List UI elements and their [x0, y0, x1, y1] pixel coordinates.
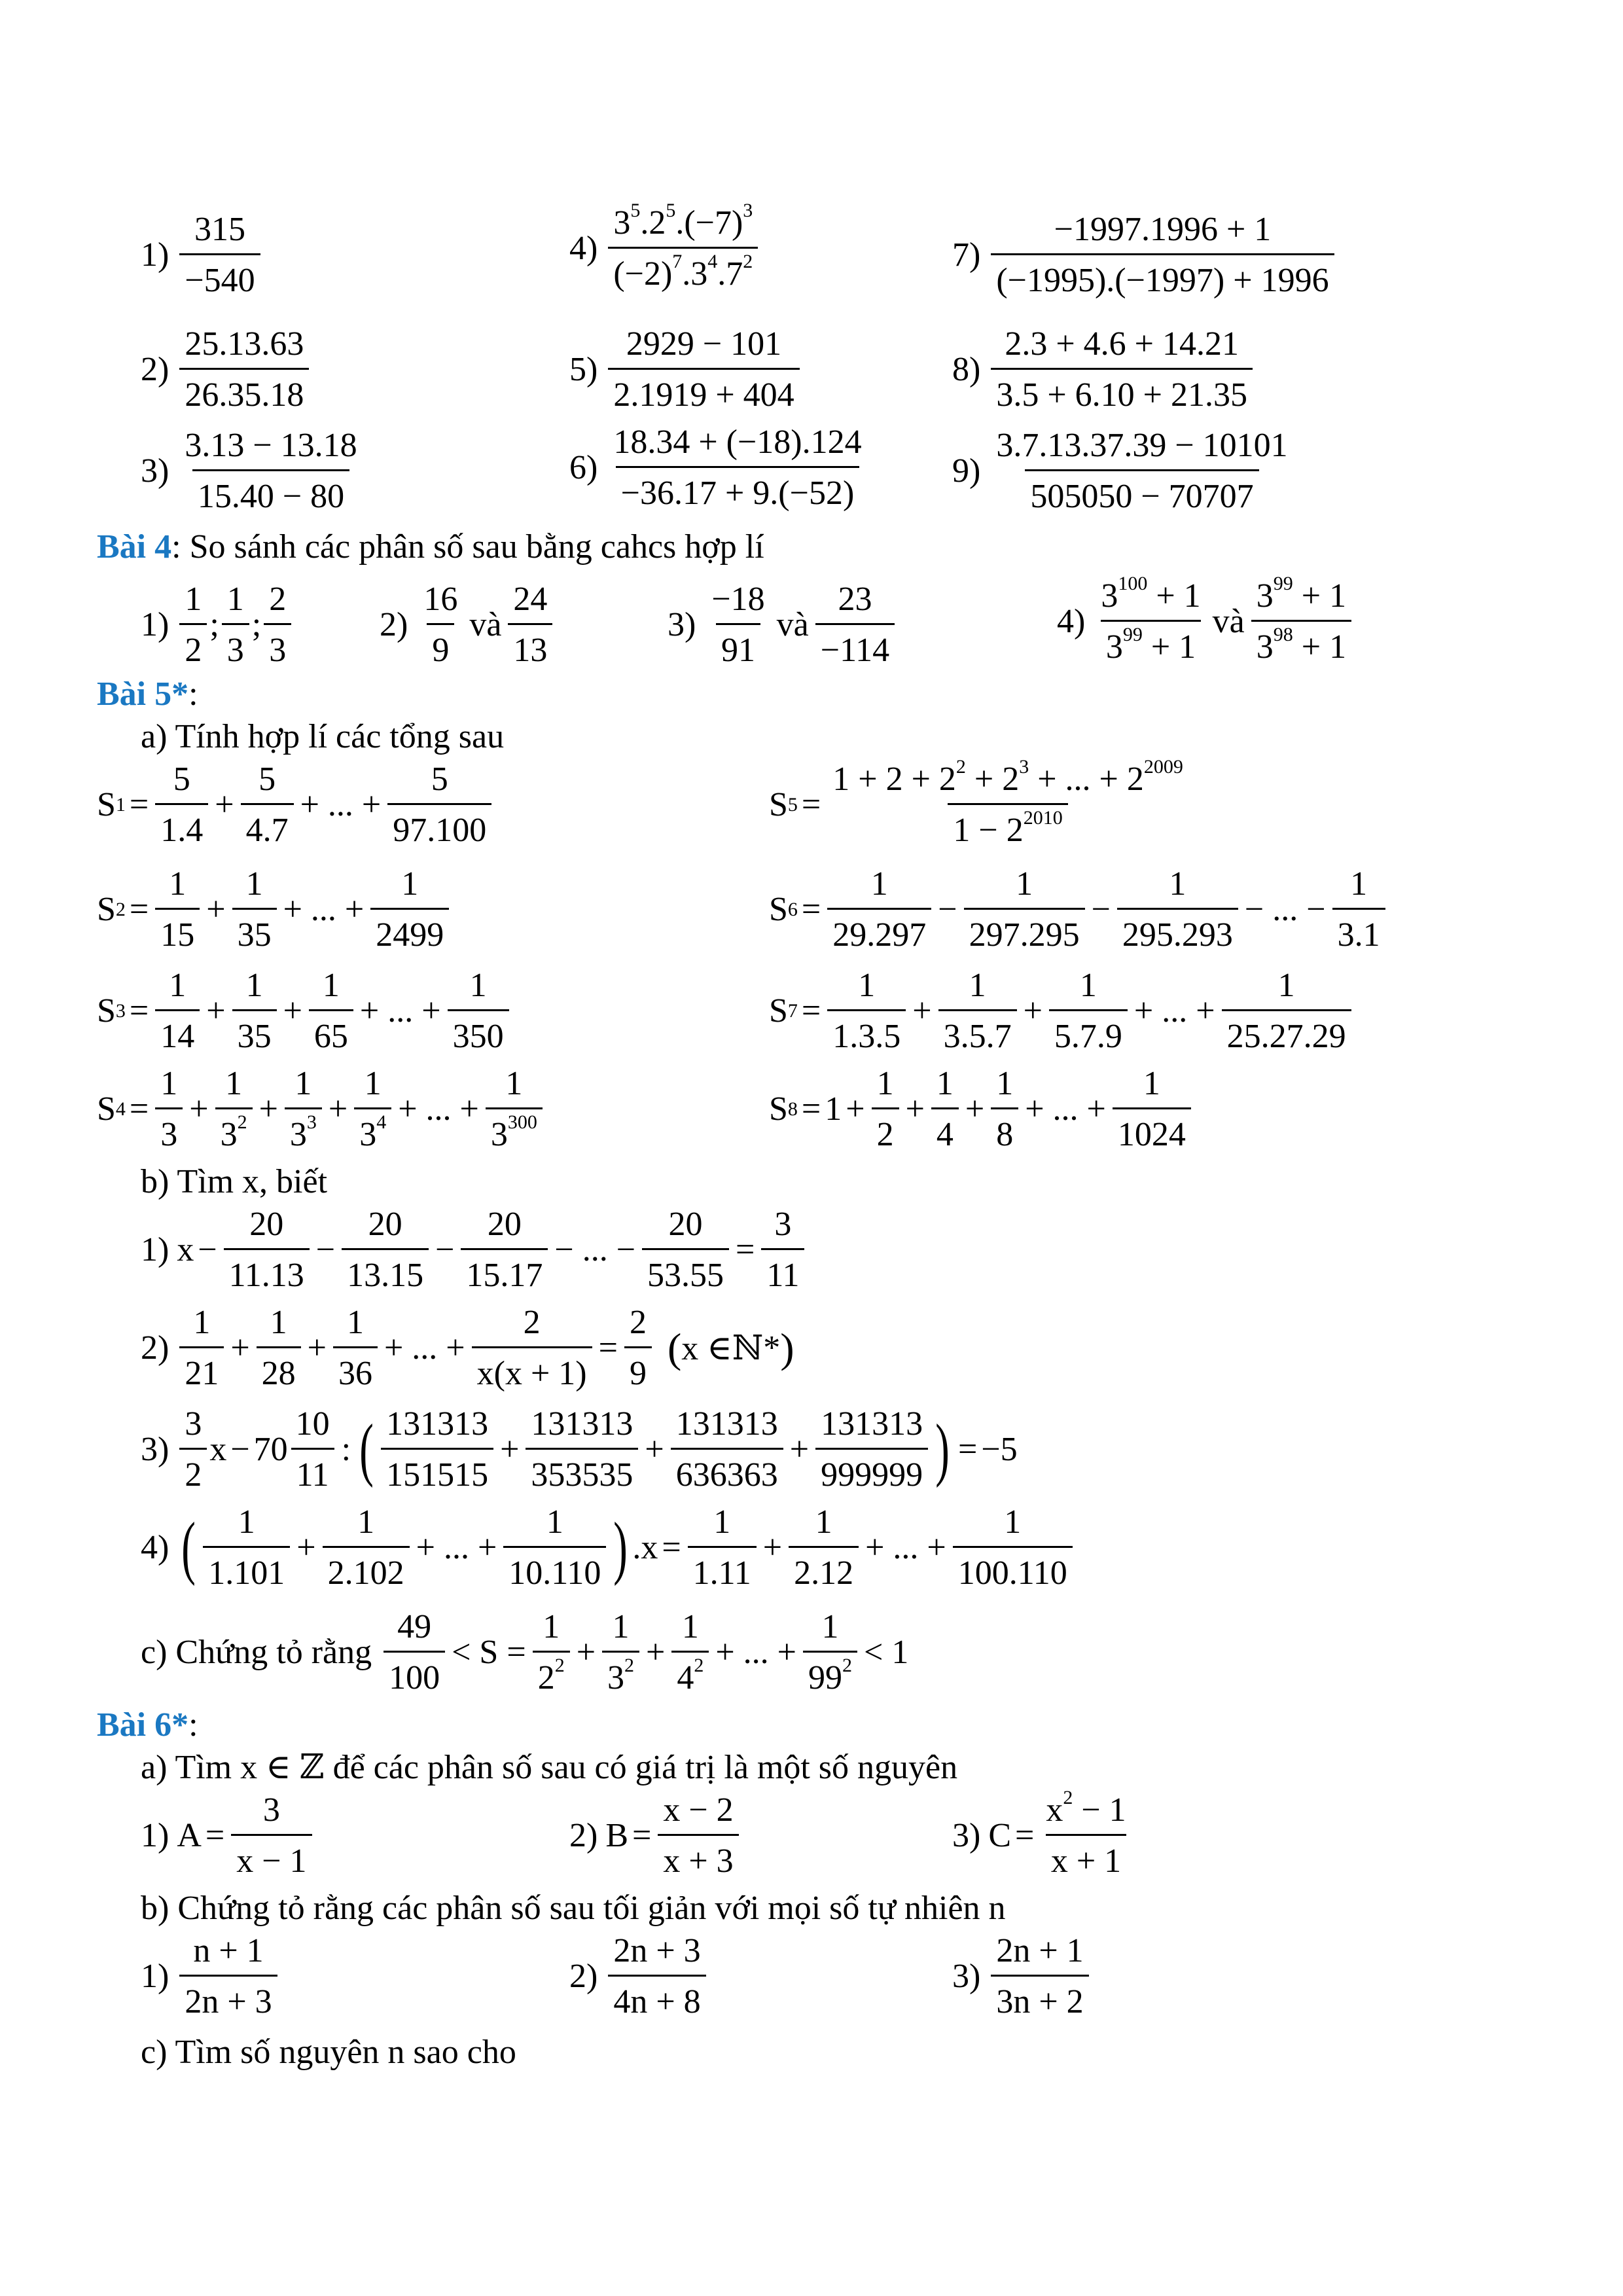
- fraction: [991, 209, 1334, 301]
- denominator: 26.35.18: [179, 368, 309, 415]
- bai4-q1: 1) $\frac{1}{2}$ ; $\frac{1}{3}$ ; $\frac{2}{3}$: [141, 579, 294, 671]
- sum-s6: S 6 = $\frac{1}{29.297}$ − $\frac{1}{297.295}$ − $\frac{1}{295.293}$ − ... − $\frac{1}{3.1}$: [769, 864, 1388, 956]
- bai3-item-8: [952, 324, 1255, 416]
- bai3-item-4: [569, 200, 760, 295]
- bai3-item-3: [141, 425, 365, 517]
- bai6-b-2: 2) $\frac{2n + 3}{4n + 8}$: [569, 1931, 709, 2022]
- bai5-part-c: c) Chứng tỏ rằng $\frac{49}{100}$ < S = $\frac{1}{2^2}$ + $\frac{1}{3^2}$ + $\frac{1}{4^2}$ + ... + $\frac{1}{99^2}$ < 1: [141, 1607, 912, 1698]
- numerator: 315: [194, 211, 245, 248]
- exercise-title: Bài 4: [97, 528, 172, 565]
- denominator: $(-2)^7.3^4.7^2$: [608, 247, 758, 294]
- sum-s1: S 1 = $\frac{5}{1.4}$ + $\frac{5}{4.7}$ + ... + $\frac{5}{97.100}$: [97, 759, 494, 851]
- sum-s5: S 5 = $\frac{1 + 2 + 2^2 + 2^3 + ... + 2^{2009}}{1 - 2^{2010}}$: [769, 759, 1191, 851]
- bai6-b-3: 3) $\frac{2n + 1}{3n + 2}$: [952, 1931, 1092, 2022]
- fraction: $\frac{1}{2}$: [179, 579, 207, 671]
- fraction: $\frac{1}{3}$: [222, 579, 249, 671]
- fraction: $\frac{16}{9}$: [418, 579, 463, 671]
- bai3-item-2: [141, 324, 312, 416]
- bai5-heading: Bài 5*:: [97, 675, 198, 713]
- fraction: $\frac{23}{-114}$: [815, 579, 895, 671]
- find-x-2: 2) $\frac{1}{21}$ + $\frac{1}{28}$ + $\frac{1}{36}$ + ... + $\frac{2}{x(x + 1)}$ = $\frac{2}{9}$ ( x ∈ ℕ * ): [141, 1302, 794, 1394]
- fraction: $\frac{24}{13}$: [508, 579, 552, 671]
- item-label: 3): [668, 606, 696, 644]
- bai6-a-2: 2) B = $\frac{x - 2}{x + 3}$: [569, 1790, 741, 1882]
- bai4-heading: [97, 530, 764, 564]
- bai4-q2: 2) $\frac{16}{9}$ và $\frac{24}{13}$: [380, 579, 555, 671]
- bai3-item-1: [141, 209, 263, 301]
- fraction: $\frac{3^{100} + 1}{3^{99} + 1}$: [1096, 576, 1205, 668]
- fraction: [608, 324, 799, 416]
- numerator: −1997.1996 + 1: [1054, 211, 1272, 248]
- numerator: $3^5.2^5.(-7)^3$: [613, 200, 753, 242]
- find-x-1: 1) x − $\frac{20}{11.13}$ − $\frac{20}{13.15}$ − $\frac{20}{15.17}$ − ... − $\frac{20}{53.55}$ = $\frac{3}{11}$: [141, 1204, 807, 1296]
- denominator: 15.40 − 80: [192, 469, 349, 516]
- find-x-4: 4) ( $\frac{1}{1.101}$ + $\frac{1}{2.102}$ + ... + $\frac{1}{10.110}$ ) .x = $\frac{1}{1.11}$ + $\frac{1}{2.12}$ + ... + $\frac{1}{100.110}$: [141, 1502, 1075, 1594]
- find-x-3: 3) $\frac{3}{2}$ x − 70 $\frac{10}{11}$ : ( $\frac{131313}{151515}$ + $\frac{131313}{353535}$ + $\frac{131313}{636363}$ + $\frac{131313}{999999}$ ) = −5: [141, 1404, 1018, 1496]
- bai6-a-1: 1) A = $\frac{3}{x - 1}$: [141, 1790, 315, 1882]
- item-label: 3): [141, 452, 169, 490]
- numerator: 3.7.13.37.39 − 10101: [996, 427, 1288, 464]
- fraction: $\frac{3^{99} + 1}{3^{98} + 1}$: [1251, 576, 1351, 668]
- denominator: (−1995).(−1997) + 1996: [991, 253, 1334, 300]
- exercise-title: Bài 6*: [97, 1706, 189, 1744]
- item-label: 2): [380, 606, 408, 644]
- bai6-b-1: 1) $\frac{n + 1}{2n + 3}$: [141, 1931, 280, 2022]
- bai4-q4: 4) $\frac{3^{100} + 1}{3^{99} + 1}$ và $\frac{3^{99} + 1}{3^{98} + 1}$: [1057, 576, 1354, 668]
- item-label: 7): [952, 236, 981, 274]
- fraction: $\frac{-18}{91}$: [706, 579, 770, 671]
- bai6-heading: Bài 6*:: [97, 1706, 198, 1744]
- item-label: 2): [141, 351, 169, 389]
- item-label: 6): [569, 449, 598, 487]
- bai6-part-a: a) Tìm x ∈ ℤ để các phân số sau có giá trị là một số nguyên: [141, 1749, 958, 1786]
- item-label: 5): [569, 351, 598, 389]
- bai3-item-9: [952, 425, 1296, 517]
- item-label: 1): [141, 606, 169, 644]
- item-label: 8): [952, 351, 981, 389]
- denominator: −540: [179, 253, 260, 300]
- sum-s8: S 8 = 1 + $\frac{1}{2}$ + $\frac{1}{4}$ + $\frac{1}{8}$ + ... + $\frac{1}{1024}$: [769, 1064, 1194, 1155]
- fraction: [179, 324, 309, 416]
- bai6-part-b: b) Chứng tỏ rằng các phân số sau tối giản với mọi số tự nhiên n: [141, 1890, 1006, 1927]
- fraction: [991, 425, 1293, 517]
- sum-s2: S 2 = $\frac{1}{15}$ + $\frac{1}{35}$ + ... + $\frac{1}{2499}$: [97, 864, 452, 956]
- fraction: [179, 209, 260, 301]
- bai6-a-3: 3) C = $\frac{x^2 - 1}{x + 1}$: [952, 1790, 1134, 1882]
- numerator: 25.13.63: [185, 325, 304, 363]
- bai4-q3: 3) $\frac{-18}{91}$ và $\frac{23}{-114}$: [668, 579, 897, 671]
- sum-s3: S 3 = $\frac{1}{14}$ + $\frac{1}{35}$ + $\frac{1}{65}$ + ... + $\frac{1}{350}$: [97, 965, 512, 1057]
- denominator: 505050 − 70707: [1025, 469, 1258, 516]
- bai3-item-7: [952, 209, 1337, 301]
- numerator: 2.3 + 4.6 + 14.21: [1005, 325, 1239, 363]
- fraction: $\frac{2}{3}$: [264, 579, 291, 671]
- fraction: [608, 422, 866, 514]
- fraction: [608, 200, 758, 295]
- item-label: 9): [952, 452, 981, 490]
- numerator: 2929 − 101: [626, 325, 782, 363]
- denominator: 3.5 + 6.10 + 21.35: [991, 368, 1253, 415]
- denominator: 2.1919 + 404: [608, 368, 799, 415]
- bai5-part-a: a) Tính hợp lí các tổng sau: [141, 718, 505, 755]
- sum-s7: S 7 = $\frac{1}{1.3.5}$ + $\frac{1}{3.5.7}$ + $\frac{1}{5.7.9}$ + ... + $\frac{1}{25.27.29}$: [769, 965, 1354, 1057]
- exercise-title: Bài 5*: [97, 675, 189, 713]
- item-label: 1): [141, 236, 169, 274]
- bai6-part-c: c) Tìm số nguyên n sao cho: [141, 2034, 516, 2071]
- fraction: [179, 425, 362, 517]
- exercise-instruction: : So sánh các phân số sau bằng cahcs hợp lí: [171, 528, 764, 565]
- fraction: [991, 324, 1253, 416]
- bai3-item-5: [569, 324, 802, 416]
- numerator: 3.13 − 13.18: [185, 427, 357, 464]
- numerator: 18.34 + (−18).124: [613, 423, 862, 461]
- denominator: −36.17 + 9.(−52): [616, 466, 860, 513]
- bai5-part-b: b) Tìm x, biết: [141, 1163, 328, 1200]
- bai3-item-6: [569, 422, 870, 514]
- item-label: 4): [1057, 603, 1086, 641]
- item-label: 4): [569, 230, 598, 268]
- sum-s4: S 4 = $\frac{1}{3}$ + $\frac{1}{3^2}$ + $\frac{1}{3^3}$ + $\frac{1}{3^4}$ + ... + $\frac{1}{3^{300}}$: [97, 1064, 545, 1155]
